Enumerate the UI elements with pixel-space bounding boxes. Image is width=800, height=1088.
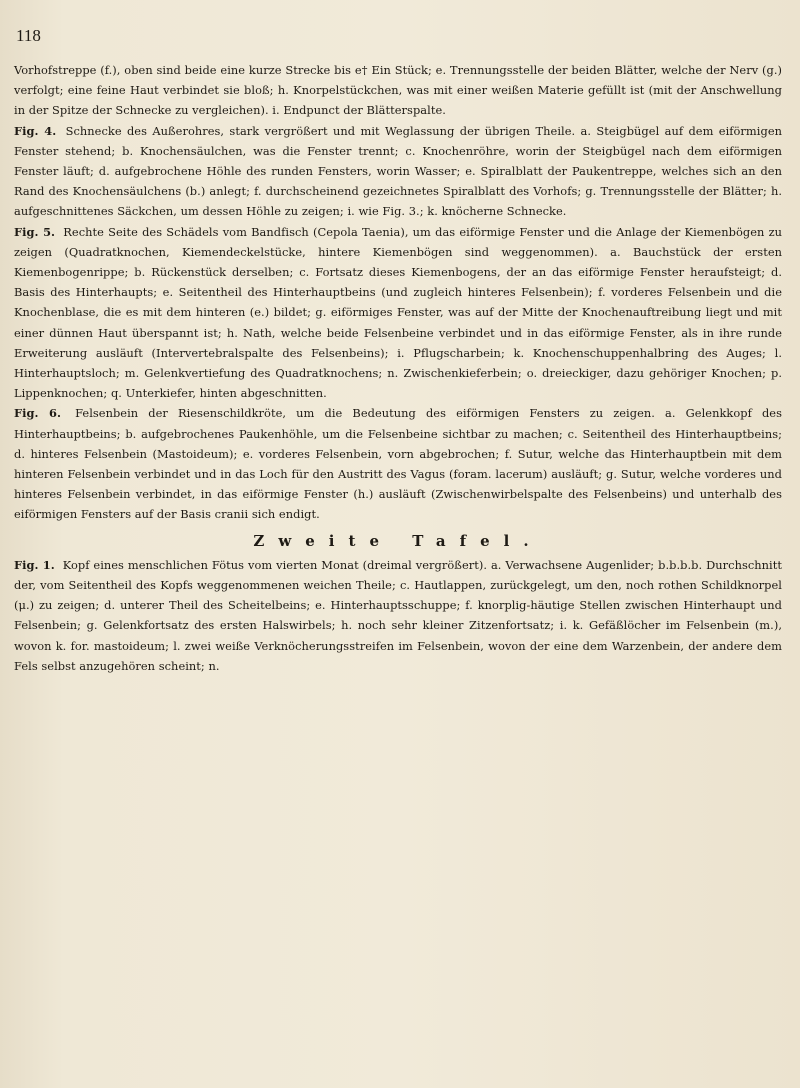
figure-text: Felsenbein der Riesenschildkröte, um die Bedeutung des eiförmigen Fensters zu zeigen. a. Gelenkkopf des Hinterhauptbeins; b. aufgebrochenes Paukenhöhle, um die Felsenbeine sichtbar zu machen; c. Seitentheil des Hinterhauptbeins; d. hinteres Felsenbein (Mastoideum); e. vorderes Felsenbein, vorn abgebrochen; f. Sutur, welche das Hinterhauptbein mit dem hinteren Felsenbein verbindet und in das Loch für den Austritt des Vagus (foram. lacerum) ausläuft; g. Sutur, welche vorderes und hinteres Felsenbein verbindet, in das eiförmige Fenster (h.) ausläuft (Zwischenwirbelspalte des Felsenbeins) und unterhalb des eiförmigen Fensters auf der Basis cranii sich endigt. — [14, 406, 782, 522]
figure-text: Rechte Seite des Schädels vom Bandfisch (Cepola Taenia), um das eiförmige Fenster und die Anlage der Kiemenbögen zu zeigen (Quadratknochen, Kiemendeckelstücke, hintere Kiemenbögen sind weggenommen). a. Bauchstück der ersten Kiemenbogenrippe; b. Rückenstück derselben; c. Fortsatz dieses Kiemenbogens, der an das eiförmige Fenster heraufsteigt; d. Basis des Hinterhaupts; e. Seitentheil des Hinterhauptbeins (und zugleich hinteres Felsenbein); f. vorderes Felsenbein und die Knochenblase, die es mit dem hinteren (e.) bildet; g. eiförmiges Fenster, was auf der Mitte der Knochenauftreibung liegt und mit einer dünnen Haut überspannt ist; h. Nath, welche beide Felsenbeine verbindet und in das eiförmige Fenster, als in ihre runde Erweiterung ausläuft (Intervertebralspalte des Felsenbeins); i. Pflugscharbein; k. Knochenschuppenhalbring des Auges; l. Hinterhauptsloch; m. Gelenkvertiefung des Quadratknochens; n. Zwischenkieferbein; o. dreieckiger, dazu gehöriger Knochen; p. Lippenknochen; q. Unterkiefer, hinten abgeschnitten. — [14, 224, 783, 401]
intro-paragraph: Vorhofstreppe (f.), oben sind beide eine kurze Strecke bis e† Ein Stück; e. Trennungsstelle der beiden Blätter, welche der Nerv (g.) verfolgt; eine feine Haut verbindet sie bloß; h. Knorpelstückchen, was mit einer weißen Materie gefüllt ist (mit der Anschwellung in der Spitze der Schnecke zu vergleichen). i. Endpunct der Blätterspalte. — [14, 63, 782, 118]
figure-text: Kopf eines menschlichen Fötus vom vierten Monat (dreimal vergrößert). a. Verwachsene Augenlider; b.b.b.b. Durchschnitt der, vom Seitentheil des Kopfs weggenommenen weichen Theile; c. Hautlappen, zurückgelegt, um den, noch rothen Schildknorpel (μ.) zu zeigen; d. unterer Theil des Scheitelbeins; e. Hinterhauptsschuppe; f. knorplig-häutige Stellen zwischen Hinterhaupt und Felsenbein; g. Gelenkfortsatz des ersten Halswirbels; h. noch sehr kleiner Zitzenfortsatz; i. k. Gefäßlöcher im Felsenbein (m.), wovon k. for. mastoideum; l. zwei weiße Verknöcherungsstreifen im Felsenbein, wovon der eine dem Warzenbein, der andere dem Fels selbst anzugehören scheint; n. — [14, 557, 782, 673]
figure-description-4 — [14, 121, 782, 222]
figure-label: Fig. 6. — [14, 406, 61, 421]
page-number: 118 — [16, 26, 41, 45]
plate-heading: Zweite Tafel. — [253, 531, 543, 550]
figure-label: Fig. 1. — [14, 557, 55, 572]
figure-text: Schnecke des Außerohres, stark vergrößert und mit Weglassung der übrigen Theile. a. Steigbügel auf dem eiförmigen Fenster stehend; b. Knochensäulchen, was die Fenster trennt; c. Knochenröhre, worin der Steigbügel nach dem eiförmigen Fenster läuft; d. aufgebrochene Höhle des runden Fensters, worin Wasser; e. Spiralblatt der Paukentreppe, welches sich an den Rand des Knochensäulchens (b.) anlegt; f. durchscheinend gezeichnetes Spiralblatt des Vorhofs; g. Trennungsstelle der Blätter; h. aufgeschnittenes Säckchen, um dessen Höhle zu zeigen; i. wie Fig. 3.; k. knöcherne Schnecke. — [14, 123, 782, 219]
figure-description-5 — [14, 222, 782, 404]
page-text — [14, 60, 782, 676]
figure-description-6 — [14, 403, 782, 524]
figure-label: Fig. 4. — [14, 123, 57, 138]
figure-label: Fig. 5. — [14, 224, 56, 239]
plate-figure-description-1 — [14, 555, 782, 676]
